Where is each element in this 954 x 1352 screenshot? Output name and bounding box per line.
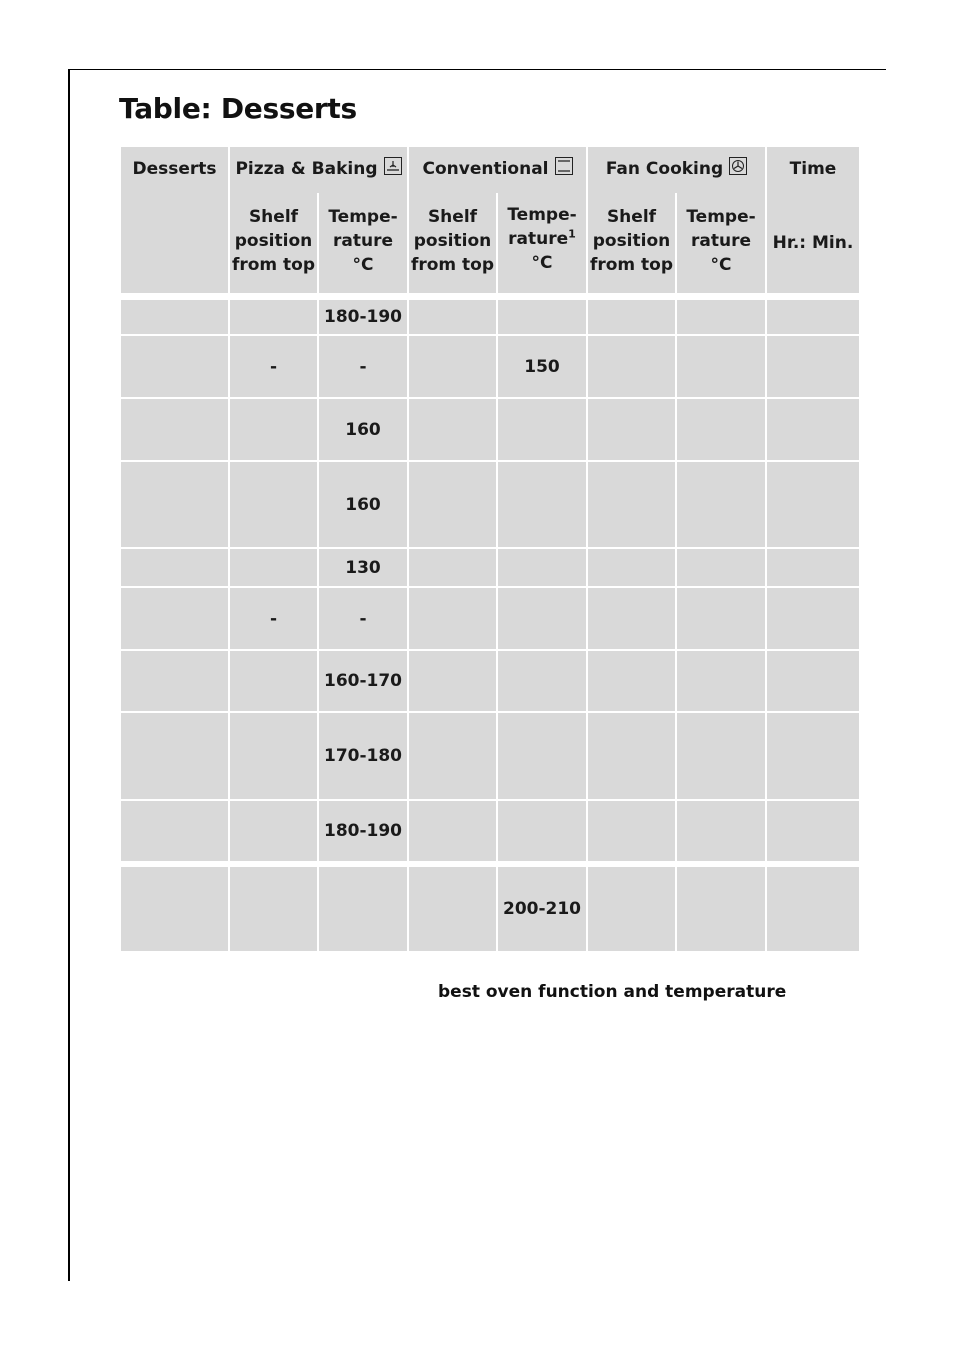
header-desserts: Desserts: [121, 147, 228, 293]
header-time: Time: [767, 147, 859, 193]
cell-fan-shelf: [588, 713, 675, 799]
cell-pizza-shelf: [230, 713, 317, 799]
cell-pizza-shelf: -: [230, 336, 317, 397]
conventional-icon: [555, 157, 573, 175]
cell-conv-temp: [498, 801, 586, 861]
conv-shelf-header: Shelf position from top: [409, 193, 496, 293]
cell-conv-temp: [498, 300, 586, 334]
cell-conv-temp: [498, 462, 586, 547]
cell-fan-temp: [677, 549, 765, 586]
cell-time: [767, 462, 859, 547]
cell-dessert-name: [121, 867, 228, 951]
cell-time: [767, 549, 859, 586]
pizza-temp-header: Tempe- rature °C: [319, 193, 407, 293]
cell-fan-shelf: [588, 336, 675, 397]
cell-conv-temp: [498, 713, 586, 799]
cell-dessert-name: [121, 588, 228, 649]
cell-fan-shelf: [588, 588, 675, 649]
cell-fan-shelf: [588, 867, 675, 951]
cell-fan-temp: [677, 399, 765, 460]
footnote: best oven function and temperature: [438, 982, 787, 1002]
cell-fan-shelf: [588, 399, 675, 460]
left-rule: [68, 69, 70, 1281]
cell-fan-temp: [677, 588, 765, 649]
cell-dessert-name: [121, 713, 228, 799]
cell-pizza-temp: 160-170: [319, 651, 407, 711]
cell-fan-shelf: [588, 462, 675, 547]
cell-pizza-shelf: [230, 462, 317, 547]
cell-conv-temp: [498, 651, 586, 711]
cell-pizza-shelf: [230, 399, 317, 460]
pizza-baking-icon: [384, 157, 402, 175]
cell-fan-temp: [677, 801, 765, 861]
cell-conv-temp: 150: [498, 336, 586, 397]
cell-time: [767, 588, 859, 649]
time-unit-header: Hr.: Min.: [767, 193, 859, 293]
cell-time: [767, 867, 859, 951]
cell-pizza-temp: 130: [319, 549, 407, 586]
cell-conv-shelf: [409, 399, 496, 460]
fan-temp-header: Tempe- rature °C: [677, 193, 765, 293]
cell-fan-shelf: [588, 549, 675, 586]
cell-pizza-shelf: [230, 801, 317, 861]
header-conventional: Conventional: [409, 147, 586, 193]
cell-dessert-name: [121, 336, 228, 397]
cell-pizza-temp: 180-190: [319, 300, 407, 334]
fan-shelf-header: Shelf position from top: [588, 193, 675, 293]
cell-fan-temp: [677, 462, 765, 547]
cell-pizza-shelf: [230, 651, 317, 711]
cell-dessert-name: [121, 300, 228, 334]
cell-fan-shelf: [588, 651, 675, 711]
cell-fan-temp: [677, 336, 765, 397]
cell-pizza-temp: -: [319, 336, 407, 397]
cell-fan-temp: [677, 651, 765, 711]
conv-temp-header: Tempe- rature$^1$ °C: [498, 193, 586, 293]
cell-time: [767, 801, 859, 861]
cell-conv-shelf: [409, 867, 496, 951]
pizza-shelf-header: Shelf position from top: [230, 193, 317, 293]
cell-fan-temp: [677, 300, 765, 334]
top-rule: [68, 69, 886, 70]
cell-dessert-name: [121, 801, 228, 861]
cell-pizza-shelf: [230, 549, 317, 586]
cell-conv-shelf: [409, 336, 496, 397]
cell-pizza-temp: [319, 867, 407, 951]
cell-conv-temp: 200-210: [498, 867, 586, 951]
cell-conv-shelf: [409, 713, 496, 799]
cell-dessert-name: [121, 651, 228, 711]
cell-pizza-shelf: [230, 300, 317, 334]
cell-conv-shelf: [409, 462, 496, 547]
cell-conv-temp: [498, 588, 586, 649]
cell-pizza-temp: -: [319, 588, 407, 649]
cell-fan-temp: [677, 713, 765, 799]
cell-dessert-name: [121, 399, 228, 460]
header-fan-cooking: Fan Cooking: [588, 147, 765, 193]
cell-conv-shelf: [409, 651, 496, 711]
fan-cooking-icon: [729, 157, 747, 175]
cell-conv-temp: [498, 399, 586, 460]
page-title: Table: Desserts: [119, 92, 357, 125]
cell-fan-shelf: [588, 801, 675, 861]
cell-pizza-shelf: [230, 867, 317, 951]
cell-conv-shelf: [409, 588, 496, 649]
cell-time: [767, 336, 859, 397]
cell-time: [767, 399, 859, 460]
cell-time: [767, 300, 859, 334]
cell-conv-shelf: [409, 801, 496, 861]
cell-fan-temp: [677, 867, 765, 951]
cell-conv-shelf: [409, 549, 496, 586]
cell-time: [767, 651, 859, 711]
cell-pizza-temp: 160: [319, 462, 407, 547]
header-pizza-baking: Pizza & Baking: [230, 147, 407, 193]
cell-dessert-name: [121, 462, 228, 547]
cell-dessert-name: [121, 549, 228, 586]
cell-pizza-temp: 180-190: [319, 801, 407, 861]
cell-fan-shelf: [588, 300, 675, 334]
cell-conv-temp: [498, 549, 586, 586]
cell-time: [767, 713, 859, 799]
cell-conv-shelf: [409, 300, 496, 334]
cell-pizza-temp: 170-180: [319, 713, 407, 799]
cell-pizza-temp: 160: [319, 399, 407, 460]
cell-pizza-shelf: -: [230, 588, 317, 649]
